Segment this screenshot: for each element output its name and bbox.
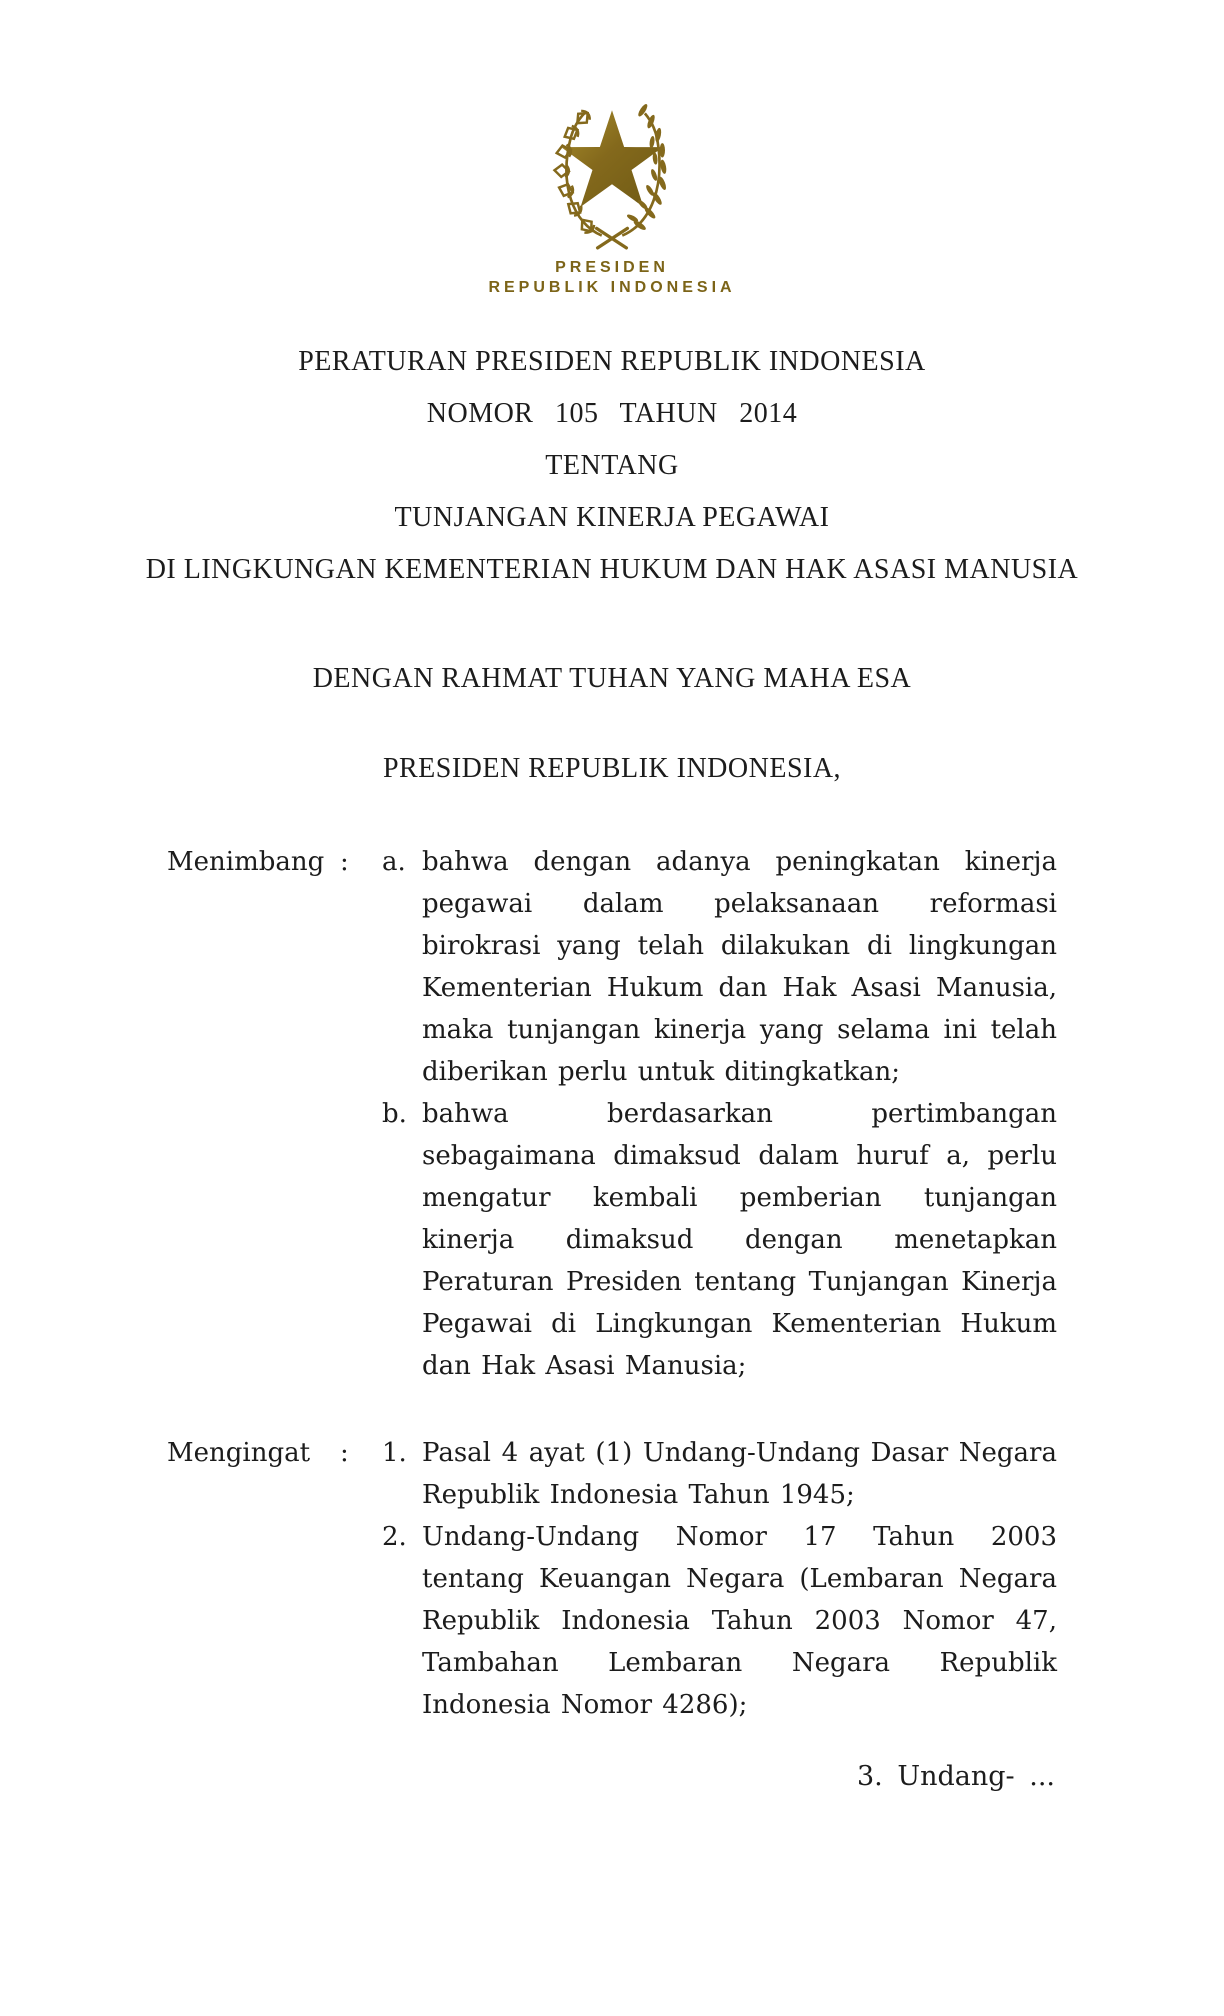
presidential-star-wreath-icon xyxy=(533,100,691,252)
list-item xyxy=(382,841,1057,1093)
section-colon: : xyxy=(340,1438,349,1468)
title-block xyxy=(0,348,1224,783)
list-item xyxy=(382,1093,1057,1387)
emblem-caption xyxy=(0,258,1224,298)
body-block xyxy=(167,841,1057,1726)
subject-line-1: TUNJANGAN KINERJA PEGAWAI xyxy=(394,502,830,533)
section-menimbang xyxy=(167,841,1057,1387)
section-items xyxy=(382,841,1057,1387)
regulation-number: NOMOR 105 TAHUN 2014 xyxy=(426,398,798,429)
authority: PRESIDEN REPUBLIK INDONESIA, xyxy=(382,753,842,784)
section-colon: : xyxy=(340,847,349,877)
item-marker: b. xyxy=(382,1099,407,1129)
list-item xyxy=(382,1432,1057,1516)
catchword: 3. Undang- ... xyxy=(857,1761,1055,1792)
item-text: Undang-Undang Nomor 17 Tahun 2003 tentang Keuangan Negara (Lembaran Negara Republik Indonesia Tahun 2003 Nomor 47, Tambahan Lembaran Negara Republik Indonesia Nomor 4286); xyxy=(422,1522,1057,1720)
tentang-label: TENTANG xyxy=(545,450,679,481)
item-marker: 1. xyxy=(382,1438,407,1468)
item-marker: a. xyxy=(382,847,406,877)
list-item xyxy=(382,1516,1057,1726)
item-text: bahwa berdasarkan pertimbangan sebagaimana dimaksud dalam huruf a, perlu mengatur kembali pemberian tunjangan kinerja dimaksud dengan menetapkan Peraturan Presiden tentang Tunjangan Kinerja Pegawai di Lingkungan Kementerian Hukum dan Hak Asasi Manusia; xyxy=(422,1099,1057,1381)
item-marker: 2. xyxy=(382,1522,407,1552)
emblem-container xyxy=(0,100,1224,252)
caption-presiden: PRESIDEN xyxy=(555,259,669,276)
invocation: DENGAN RAHMAT TUHAN YANG MAHA ESA xyxy=(312,663,912,694)
item-text: Pasal 4 ayat (1) Undang-Undang Dasar Negara Republik Indonesia Tahun 1945; xyxy=(422,1438,1057,1510)
section-label: Menimbang xyxy=(167,847,325,877)
section-label: Mengingat xyxy=(167,1438,311,1468)
section-mengingat xyxy=(167,1432,1057,1726)
item-text: bahwa dengan adanya peningkatan kinerja pegawai dalam pelaksanaan reformasi birokrasi yang telah dilakukan di lingkungan Kementerian Hukum dan Hak Asasi Manusia, maka tunjangan kinerja yang selama ini telah diberikan perlu untuk ditingkatkan; xyxy=(422,847,1057,1087)
subject-line-2: DI LINGKUNGAN KEMENTERIAN HUKUM DAN HAK ASASI MANUSIA xyxy=(145,554,1079,585)
caption-republik-indonesia: REPUBLIK INDONESIA xyxy=(488,279,736,296)
regulation-title: PERATURAN PRESIDEN REPUBLIK INDONESIA xyxy=(298,346,926,377)
wreath-stems xyxy=(597,228,628,248)
section-items xyxy=(382,1432,1057,1726)
